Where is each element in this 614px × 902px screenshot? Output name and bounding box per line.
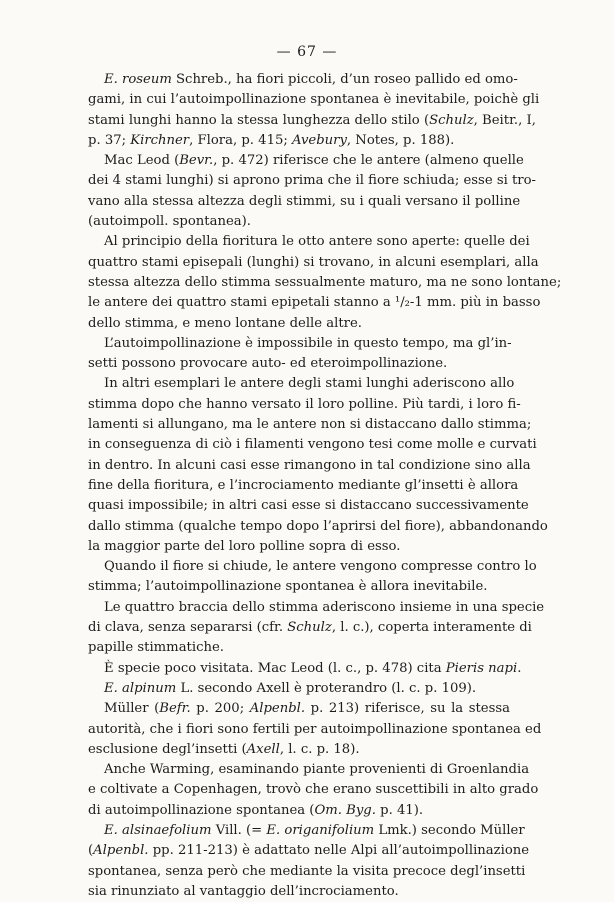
text-line: (Alpenbl. pp. 211-213) è adattato nelle Alpi all’autoimpollinazione <box>88 843 530 859</box>
text-line: setti possono provocare auto- ed eteroimpollinazione. <box>88 356 448 372</box>
text-line: Al principio della fioritura le otto antere sono aperte: quelle dei <box>104 234 530 250</box>
body-text <box>88 70 562 902</box>
text-line: E. roseum Schreb., ha fiori piccoli, d’un roseo pallido ed omo- <box>104 72 518 87</box>
text-line: sia rinunziato al vantaggio dell’incrociamento. <box>88 883 399 899</box>
text-line: dello stimma, e meno lontane delle altre. <box>88 315 362 331</box>
text-line: E. alpinum L. secondo Axell è proterandro (l. c. p. 109). <box>104 680 477 696</box>
text-line: Mac Leod (Bevr., p. 472) riferisce che le antere (almeno quelle <box>104 153 524 169</box>
text-line: (autoimpoll. spontanea). <box>88 214 251 230</box>
text-line: le antere dei quattro stami epipetali stanno a ¹/₂-1 mm. più in basso <box>88 295 541 311</box>
text-line: e coltivate a Copenhagen, trovò che erano suscettibili in alto grado <box>88 782 539 798</box>
text-line: quattro stami episepali (lunghi) si trovano, in alcuni esemplari, alla <box>88 254 539 270</box>
text-line: in dentro. In alcuni casi esse rimangono in tal condizione sino alla <box>88 457 531 473</box>
text-line: stessa altezza dello stimma sessualmente maturo, ma ne sono lontane; <box>88 274 562 290</box>
text-line: autorità, che i fiori sono fertili per autoimpollinazione spontanea ed <box>88 721 542 737</box>
text-line: spontanea, senza però che mediante la visita precoce degl’insetti <box>88 863 526 879</box>
text-line: In altri esemplari le antere degli stami lunghi aderiscono allo <box>104 376 515 392</box>
text-line: È specie poco visitata. Mac Leod (l. c., p. 478) cita Pieris napi. <box>104 660 522 676</box>
text-line: lamenti si allungano, ma le antere non si distaccano dallo stimma; <box>88 417 532 433</box>
text-line: stami lunghi hanno la stessa lunghezza dello stilo (Schulz, Beitr., I, <box>88 112 536 128</box>
text-line: la maggior parte del loro polline sopra di esso. <box>88 538 401 554</box>
text-line: quasi impossibile; in altri casi esse si distaccano successivamente <box>88 498 529 514</box>
text-line: L’autoimpollinazione è impossibile in questo tempo, ma gl’in- <box>104 335 512 351</box>
text-line: stimma dopo che hanno versato il loro polline. Più tardi, i loro fi- <box>88 396 521 412</box>
text-line: p. 37; Kirchner, Flora, p. 415; Avebury, Notes, p. 188). <box>88 132 455 148</box>
text-line: Anche Warming, esaminando piante provenienti di Groenlandia <box>104 762 530 778</box>
text-line: Le quattro braccia dello stimma aderiscono insieme in una specie <box>104 599 545 615</box>
text-line: gami, in cui l’autoimpollinazione spontanea è inevitabile, poichè gli <box>88 92 540 108</box>
text-line: in conseguenza di ciò i filamenti vengono tesi come molle e curvati <box>88 437 537 453</box>
text-line: fine della fioritura, e l’incrociamento mediante gl’insetti è allora <box>88 477 519 493</box>
text-line: papille stimmatiche. <box>88 640 224 656</box>
text-line: di clava, senza separarsi (cfr. Schulz, l. c.), coperta interamente di <box>88 620 532 636</box>
text-line: dei 4 stami lunghi) si aprono prima che il fiore schiuda; esse si tro- <box>88 173 536 189</box>
text-line: di autoimpollinazione spontanea (Om. Byg. p. 41). <box>88 802 424 818</box>
text-line: Müller (Befr. p. 200; Alpenbl. p. 213) riferisce, su la stessa <box>104 701 510 717</box>
text-line: Quando il fiore si chiude, le antere vengono compresse contro lo <box>104 559 537 575</box>
text-line: esclusione degl’insetti (Axell, l. c. p. 18). <box>88 741 360 757</box>
text-line: vano alla stessa altezza degli stimmi, su i quali versano il polline <box>88 193 521 209</box>
text-line: E. alsinaefolium Vill. (= E. origanifolium Lmk.) secondo Müller <box>104 822 525 838</box>
text-line: stimma; l’autoimpollinazione spontanea è allora inevitabile. <box>88 579 488 595</box>
page-number: — 67 — <box>276 44 338 60</box>
text-line: dallo stimma (qualche tempo dopo l’aprirsi del fiore), abbandonando <box>88 518 548 534</box>
